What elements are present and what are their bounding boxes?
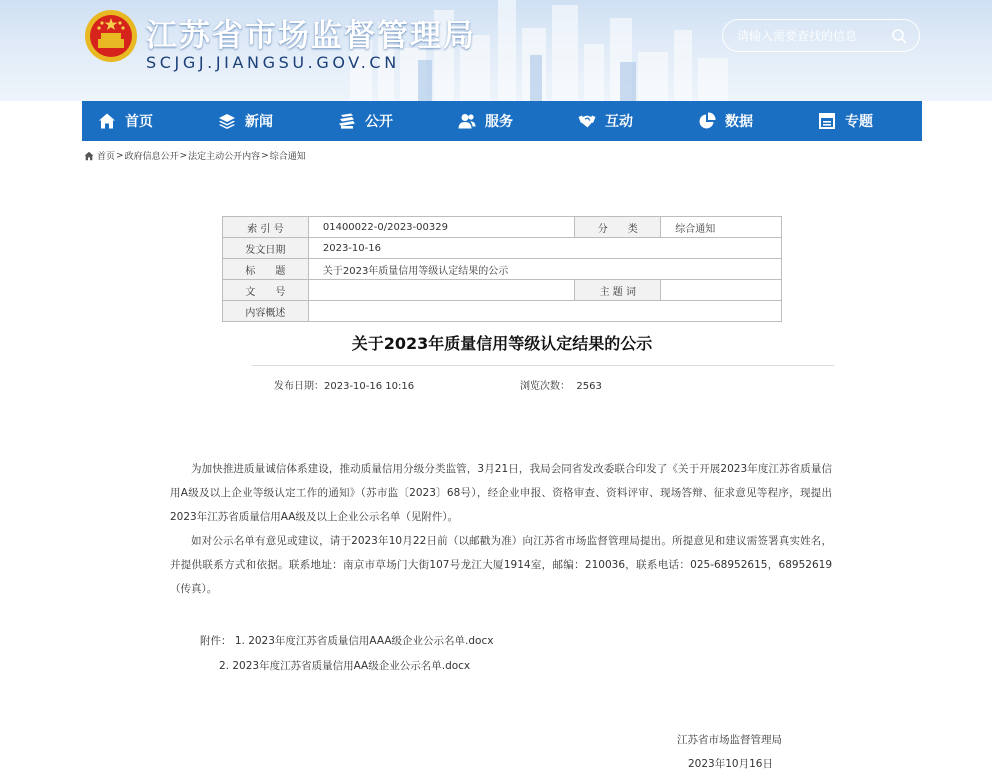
stack-icon <box>338 112 356 130</box>
site-domain: SCJGJ.JIANGSU.GOV.CN <box>146 53 400 72</box>
nav-item-news[interactable] <box>218 101 273 141</box>
title-label: 标 题 <box>223 259 309 280</box>
content-panel <box>82 141 922 686</box>
main-nav <box>82 101 922 141</box>
summary-value <box>308 301 781 322</box>
index-value: 01400022-0/2023-00329 <box>308 217 575 238</box>
search-input[interactable] <box>737 27 887 45</box>
nav-item-label: 专题 <box>845 114 873 130</box>
summary-label: 内容概述 <box>223 301 309 322</box>
subject-label: 主 题 词 <box>575 280 661 301</box>
pie-chart-icon <box>698 112 716 130</box>
category-value: 综合通知 <box>661 217 782 238</box>
breadcrumb-home[interactable]: 首页 <box>97 152 116 162</box>
table-row <box>223 238 782 259</box>
nav-item-label: 首页 <box>125 114 153 130</box>
title-divider <box>252 365 834 366</box>
handshake-icon <box>578 112 596 130</box>
docno-value <box>308 280 575 301</box>
table-row <box>223 280 782 301</box>
attachments-label: 附件： <box>200 635 232 647</box>
attachment-line <box>219 658 470 673</box>
nav-item-topic[interactable] <box>818 101 873 141</box>
metadata-table <box>222 216 782 322</box>
attachment-line <box>200 633 493 648</box>
views-label: 浏览次数： <box>520 381 570 392</box>
article-body <box>170 457 832 601</box>
breadcrumb-gov-info[interactable]: 政府信息公开 <box>124 152 179 162</box>
signature-org: 江苏省市场监督管理局 <box>677 734 782 746</box>
search-icon[interactable] <box>891 28 907 44</box>
home-icon <box>98 112 116 130</box>
table-row <box>223 259 782 280</box>
publish-time: 2023-10-16 10:16 <box>324 381 415 392</box>
docno-label: 文 号 <box>223 280 309 301</box>
breadcrumb-separator: > <box>116 150 124 161</box>
paragraph: 为加快推进质量诚信体系建设，推动质量信用分级分类监管，3月21日，我局会同省发改委联合印发了《关于开展2023年度江苏省质量信用A级及以上企业等级认定工作的通知》（苏市监〔2023〕68号），经企业申报、资格审查、资料评审、现场答辩、征求意见等程序，现提出2023年江苏省质量信用AA级及以上企业公示名单（见附件）。 <box>170 463 832 523</box>
attachment-link-1[interactable]: 1. 2023年度江苏省质量信用AAA级企业公示名单.docx <box>234 635 494 647</box>
table-row <box>223 301 782 322</box>
article-title: 关于2023年质量信用等级认定结果的公示 <box>351 334 653 353</box>
nav-item-label: 服务 <box>485 114 513 130</box>
views-count: 2563 <box>576 381 602 392</box>
date-label: 发文日期 <box>223 238 309 259</box>
nav-item-label: 新闻 <box>245 114 273 130</box>
nav-item-home[interactable] <box>98 101 153 141</box>
layers-icon <box>218 112 236 130</box>
breadcrumb-legal-content[interactable]: 法定主动公开内容 <box>188 152 261 162</box>
nav-item-label: 数据 <box>725 114 753 130</box>
nav-item-interact[interactable] <box>578 101 633 141</box>
index-label: 索 引 号 <box>223 217 309 238</box>
paragraph: 如对公示名单有意见或建议，请于2023年10月22日前（以邮戳为准）向江苏省市场监督管理局提出。所提意见和建议需签署真实姓名，并提供联系方式和依据。联系地址：南京市草场门大街107号龙江大厦1914室，邮编：210036，联系电话：025-68952615，68952619（传真）。 <box>170 535 832 595</box>
window-icon <box>818 112 836 130</box>
signature-date: 2023年10月16日 <box>688 758 773 770</box>
subject-value <box>661 280 782 301</box>
table-row <box>223 217 782 238</box>
nav-item-label: 互动 <box>605 114 633 130</box>
site-header <box>0 0 992 101</box>
site-title[interactable]: 江苏省市场监督管理局 <box>146 18 476 54</box>
date-value: 2023-10-16 <box>308 238 781 259</box>
breadcrumb-separator: > <box>261 150 269 161</box>
search-box <box>722 19 920 52</box>
publish-info <box>274 377 414 392</box>
home-icon <box>84 151 94 161</box>
nav-item-label: 公开 <box>365 114 393 130</box>
publish-label: 发布日期： <box>274 381 324 392</box>
breadcrumb-separator: > <box>179 150 188 161</box>
breadcrumb <box>84 149 306 162</box>
category-label: 分 类 <box>575 217 661 238</box>
nav-item-service[interactable] <box>458 101 513 141</box>
title-value: 关于2023年质量信用等级认定结果的公示 <box>308 259 781 280</box>
national-emblem-icon <box>84 9 138 63</box>
attachment-link-2[interactable]: 2. 2023年度江苏省质量信用AA级企业公示名单.docx <box>219 660 471 672</box>
users-icon <box>458 112 476 130</box>
nav-item-public[interactable] <box>338 101 393 141</box>
views-info <box>520 377 602 392</box>
nav-item-data[interactable] <box>698 101 753 141</box>
breadcrumb-current[interactable]: 综合通知 <box>269 152 306 162</box>
